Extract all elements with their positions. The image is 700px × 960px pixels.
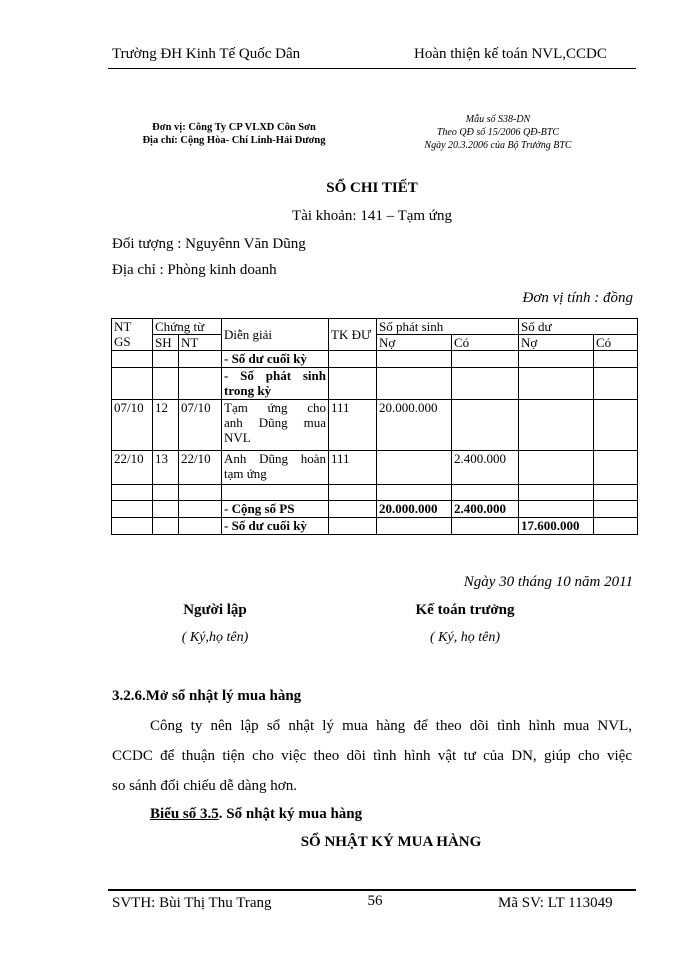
doc-currency: Đơn vị tính : đồng: [522, 290, 633, 306]
header-topic: Hoàn thiện kế toán NVL,CCDC: [414, 46, 607, 62]
date-line: Ngày 30 tháng 10 năm 2011: [463, 574, 633, 590]
row-desc: [222, 451, 329, 485]
header-nt: NT: [179, 335, 222, 351]
row-desc-line1: Tạm ứng cho: [224, 400, 326, 415]
footer-rule: [108, 889, 636, 891]
table-row: [112, 400, 638, 451]
table-row: [112, 518, 638, 535]
row-desc: - Số dư cuối kỳ: [222, 518, 329, 535]
form-number: Mẫu số S38-DN: [465, 114, 531, 125]
doc-address: Địa chỉ : Phòng kinh doanh: [112, 262, 277, 278]
ledger-table: [111, 318, 638, 535]
unit-name: Đơn vị: Công Ty CP VLXD Côn Sơn: [152, 122, 316, 133]
form-date: Ngày 20.3.2006 của Bộ Trưởng BTC: [424, 140, 572, 151]
cell-ps-no-total: 20.000.000: [377, 501, 452, 518]
cell-sh: 13: [153, 451, 179, 485]
header-du-no: Nợ: [519, 335, 594, 351]
header-tk-du: TK ĐƯ: [329, 319, 377, 351]
table-row-empty: [112, 485, 638, 501]
unit-address: Địa chỉ: Cộng Hòa- Chí Linh-Hải Dương: [142, 135, 326, 146]
header-nt-gs-line1: NT: [114, 319, 132, 334]
row-desc-line2: anh Dũng mua: [224, 415, 326, 430]
unit-info: [118, 121, 350, 147]
signature-preparer-title: Người lập: [183, 602, 247, 618]
header-ps-co: Có: [452, 335, 519, 351]
row-desc: - Cộng số PS: [222, 501, 329, 518]
purchase-journal-title: SỔ NHẬT KÝ MUA HÀNG: [300, 834, 482, 850]
header-dien-giai: Diễn giải: [222, 319, 329, 351]
section-paragraph: [112, 711, 632, 801]
table-row: [112, 351, 638, 368]
signature-accountant-title: Kế toán trưởng: [415, 602, 515, 618]
form-decision: Theo QĐ số 15/2006 QĐ-BTC: [436, 127, 560, 138]
row-desc: - Số dư cuối kỳ: [222, 351, 329, 368]
cell-du-no: 17.600.000: [519, 518, 594, 535]
caption-text: . Sổ nhật ký mua hàng: [218, 806, 363, 822]
signature-preparer-sub: ( Ký,họ tên): [181, 630, 249, 645]
doc-account: Tài khoản: 141 – Tạm ứng: [292, 208, 452, 224]
header-nt-gs: [112, 319, 153, 351]
row-desc: [222, 368, 329, 400]
footer-student-id: Mã SV: LT 113049: [498, 895, 613, 911]
header-sh: SH: [153, 335, 179, 351]
footer-student: SVTH: Bùi Thị Thu Trang: [112, 895, 272, 911]
header-so-du: Số dư: [519, 319, 638, 335]
paragraph-line-3: so sánh đối chiếu dễ dàng hơn.: [112, 778, 297, 794]
row-desc-line2: trong kỳ: [224, 383, 272, 398]
cell-ps-co: 2.400.000: [452, 451, 519, 485]
cell-ps-no: 20.000.000: [377, 400, 452, 451]
header-rule: [108, 68, 636, 69]
row-desc-line1: Anh Dũng hoàn: [224, 451, 326, 466]
caption: [150, 806, 362, 823]
table-row: [112, 451, 638, 485]
paragraph-line-1: Công ty nên lập sổ nhật lý mua hàng để theo dõi tình hình mua NVL,: [150, 718, 632, 734]
table-header-row-1: [112, 319, 638, 335]
cell-nt-gs: 07/10: [112, 400, 153, 451]
header-ps-no: Nợ: [377, 335, 452, 351]
row-desc-line1: - Số phát sinh: [224, 368, 326, 383]
cell-tk: 111: [329, 451, 377, 485]
cell-nt: 22/10: [179, 451, 222, 485]
header-school: Trường ĐH Kinh Tế Quốc Dân: [112, 46, 301, 62]
cell-ps-co-total: 2.400.000: [452, 501, 519, 518]
cell-nt-gs: 22/10: [112, 451, 153, 485]
cell-tk: 111: [329, 400, 377, 451]
cell-nt: 07/10: [179, 400, 222, 451]
doc-title: SỔ CHI TIẾT: [326, 180, 418, 196]
header-nt-gs-line2: GS: [114, 334, 131, 349]
doc-subject: Đối tượng : Nguyênn Văn Dũng: [112, 236, 306, 252]
caption-label: Biểu số 3.5: [150, 806, 219, 822]
row-desc-line3: NVL: [224, 430, 251, 445]
form-info: [392, 113, 604, 152]
signature-accountant-sub: ( Ký, họ tên): [430, 630, 500, 645]
header-du-co: Có: [594, 335, 638, 351]
table-row: [112, 368, 638, 400]
header-so-phat-sinh: Số phát sinh: [377, 319, 519, 335]
cell-sh: 12: [153, 400, 179, 451]
footer-page-number: 56: [367, 893, 383, 909]
table-row: [112, 501, 638, 518]
row-desc-line2: tạm ứng: [224, 466, 267, 481]
header-chung-tu: Chứng từ: [153, 319, 222, 335]
section-heading: 3.2.6.Mở sổ nhật lý mua hàng: [112, 688, 302, 704]
paragraph-line-2: CCDC để thuận tiện cho việc theo dõi tình hình vật tư của DN, giúp cho việc: [112, 748, 632, 764]
row-desc: [222, 400, 329, 451]
